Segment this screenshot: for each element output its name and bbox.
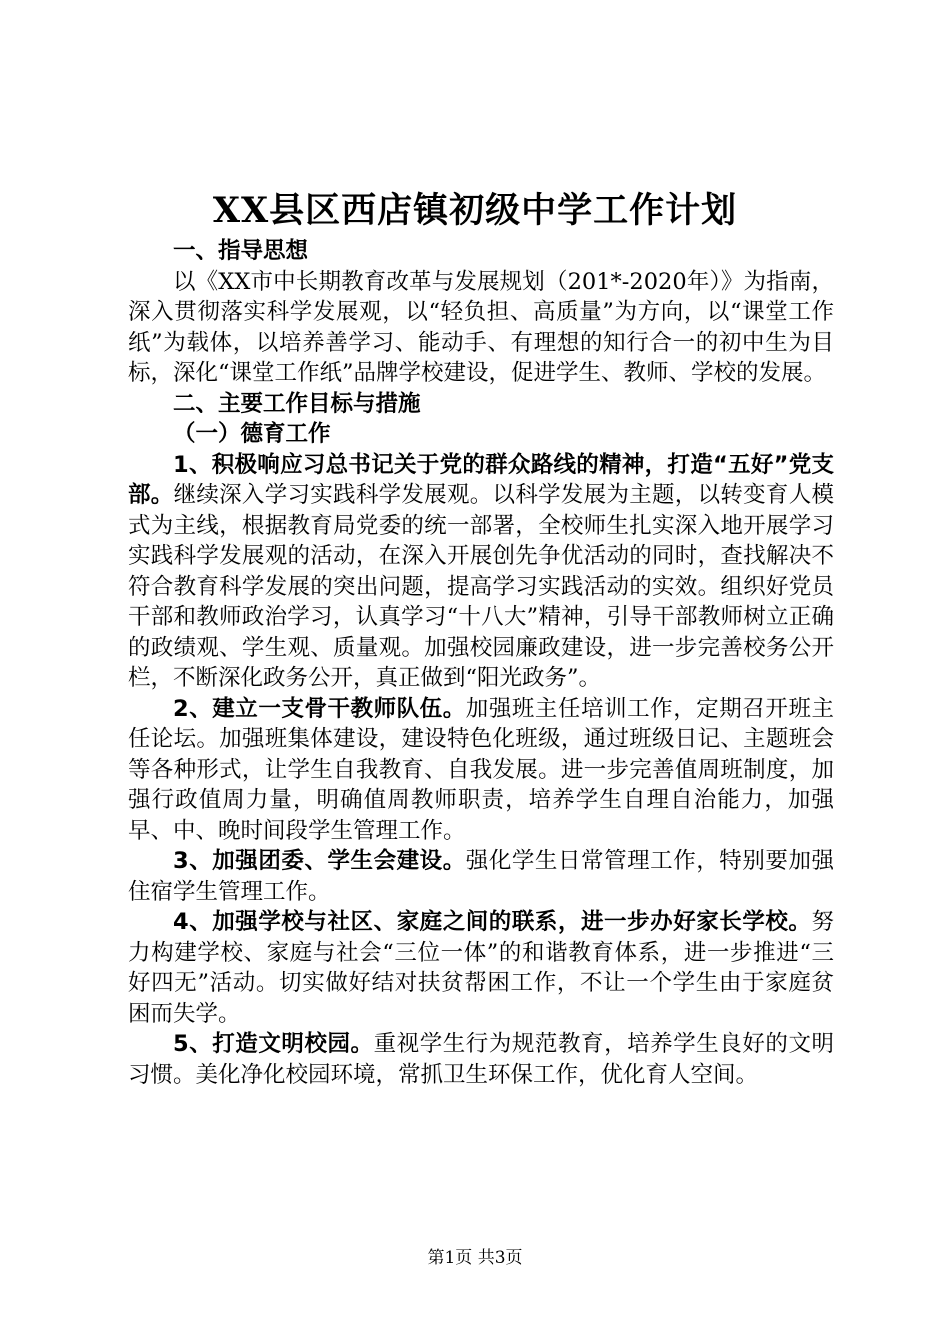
list-item-text: 加强班主任培训工作，定期召开班主任论坛。加强班集体建设，建设特色化班级，通过班级日记、主题班会等各种形式，让学生自我教育、自我发展。进一步完善值周班制度，加强行政值周力量，明确值周教师职责，培养学生自理自治能力，加强早、中、晚时间段学生管理工作。 <box>128 695 834 844</box>
section-heading-guiding-ideology: 一、指导思想 <box>173 238 309 264</box>
document-body <box>128 236 834 1090</box>
list-item-text: 努力构建学校、家庭与社会“三位一体”的和谐教育体系，进一步推进“三好四无”活动。切实做好结对扶贫帮困工作，不让一个学生由于家庭贫困而失学。 <box>128 909 834 1027</box>
list-item-text: 继续深入学习实践科学发展观。以科学发展为主题，以转变育人模式为主线，根据教育局党委的统一部署，全校师生扎实深入地开展学习实践科学发展观的活动，在深入开展创先争优活动的同时，查找解决不符合教育科学发展的突出问题，提高学习实践活动的实效。组织好党员干部和教师政治学习，认真学习“十八大”精神，引导干部教师树立正确的政绩观、学生观、质量观。加强校园廉政建设，进一步完善校务公开栏，不断深化政务公开，真正做到“阳光政务”。 <box>128 482 834 691</box>
list-item-lead: 5、打造文明校园。 <box>173 1031 374 1057</box>
section-heading-goals-measures: 二、主要工作目标与措施 <box>173 390 421 417</box>
list-item-text: 重视学生行为规范教育，培养学生良好的文明习惯。美化净化校园环境，常抓卫生环保工作，优化育人空间。 <box>128 1031 834 1088</box>
list-item-text: 强化学生日常管理工作，特别要加强住宿学生管理工作。 <box>128 848 834 905</box>
document-title: XX县区西店镇初级中学工作计划 <box>212 190 738 231</box>
list-item <box>128 450 834 694</box>
list-item-lead: 4、加强学校与社区、家庭之间的联系，进一步办好家长学校。 <box>173 909 812 935</box>
paragraph-guiding-ideology: 以《XX市中长期教育改革与发展规划（201*-2020年）》为指南，深入贯彻落实科学发展观，以“轻负担、高质量”为方向，以“课堂工作纸”为载体，以培养善学习、能动手、有理想的知行合一的初中生为目标，深化“课堂工作纸”品牌学校建设，促进学生、教师、学校的发展。 <box>128 268 834 386</box>
list-item-lead: 3、加强团委、学生会建设。 <box>173 848 466 874</box>
list-item-lead: 1、积极响应习总书记关于党的群众路线的精神，打造“五好”党支部。 <box>128 451 834 508</box>
page-number-footer: 第1页 共3页 <box>427 1248 523 1268</box>
list-item <box>128 907 834 1029</box>
list-item-lead: 2、建立一支骨干教师队伍。 <box>173 695 466 722</box>
subsection-heading-moral-education: （一）德育工作 <box>173 421 331 447</box>
list-item <box>128 846 834 907</box>
list-item <box>128 1029 834 1090</box>
list-item <box>128 694 834 847</box>
